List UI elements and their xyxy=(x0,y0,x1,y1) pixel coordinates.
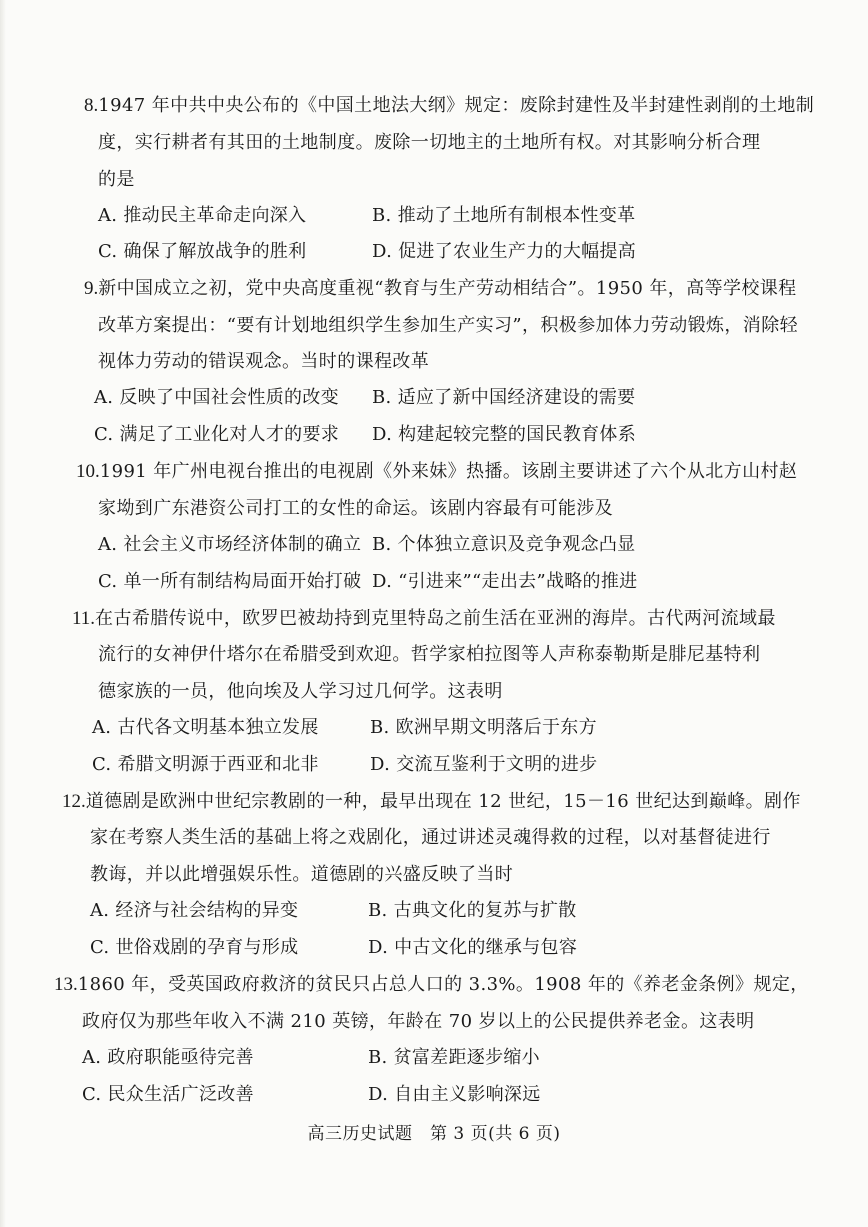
q12-option-c: C. 世俗戏剧的孕育与形成 xyxy=(90,937,299,958)
q9-number: 9. xyxy=(84,278,99,299)
q13-option-d: D. 自由主义影响深远 xyxy=(368,1084,541,1105)
q12-stem-3: 教诲，并以此增强娱乐性。道德剧的兴盛反映了当时 xyxy=(90,864,514,885)
q9-stem-1: 新中国成立之初，党中央高度重视“教育与生产劳动相结合”。1950 年，高等学校课程 xyxy=(98,278,797,299)
page-footer: 高三历史试题 第 3 页(共 6 页) xyxy=(307,1124,561,1144)
q10-option-d: D. “引进来”“走出去”战略的推进 xyxy=(372,571,638,592)
q11-number: 11. xyxy=(72,608,96,629)
q12-option-d: D. 中古文化的继承与包容 xyxy=(368,937,578,958)
q8-stem-1: 1947 年中共中央公布的《中国土地法大纲》规定：废除封建性及半封建性剥削的土地制 xyxy=(98,95,815,116)
q8-number: 8. xyxy=(84,95,99,116)
q10-option-b: B. 个体独立意识及竞争观念凸显 xyxy=(372,534,636,555)
q9-stem-2: 改革方案提出：“要有计划地组织学生参加生产实习”，积极参加体力劳动锻炼，消除轻 xyxy=(98,315,799,336)
q11-line-1 xyxy=(72,607,776,631)
q13-stem-2: 政府仅为那些年收入不满 210 英镑，年龄在 70 岁以上的公民提供养老金。这表明 xyxy=(82,1011,755,1032)
q9-option-a: A. 反映了中国社会性质的改变 xyxy=(94,387,339,408)
q11-option-a: A. 古代各文明基本独立发展 xyxy=(92,717,319,738)
scan-edge xyxy=(0,0,6,1227)
q12-option-b: B. 古典文化的复苏与扩散 xyxy=(368,900,577,921)
q8-option-d: D. 促进了农业生产力的大幅提高 xyxy=(372,241,637,262)
q11-option-c: C. 希腊文明源于西亚和北非 xyxy=(92,754,319,775)
q11-option-b: B. 欧洲早期文明落后于东方 xyxy=(370,717,597,738)
q10-option-c: C. 单一所有制结构局面开始打破 xyxy=(98,571,362,592)
q10-option-a: A. 社会主义市场经济体制的确立 xyxy=(98,534,362,555)
q9-option-d: D. 构建起较完整的国民教育体系 xyxy=(372,424,637,445)
q8-option-b: B. 推动了土地所有制根本性变革 xyxy=(372,205,636,226)
q9-option-c: C. 满足了工业化对人才的要求 xyxy=(94,424,340,445)
q13-line-1 xyxy=(54,973,809,997)
q11-stem-1: 在古希腊传说中，欧罗巴被劫持到克里特岛之前生活在亚洲的海岸。古代两河流域最 xyxy=(95,608,776,629)
q10-stem-2: 家坳到广东港资公司打工的女性的命运。该剧内容最有可能涉及 xyxy=(98,498,614,519)
q9-stem-3: 视体力劳动的错误观念。当时的课程改革 xyxy=(98,351,430,372)
q13-option-b: B. 贫富差距逐步缩小 xyxy=(368,1047,540,1068)
q10-stem-1: 1991 年广州电视台推出的电视剧《外来妹》热播。该剧主要讲述了六个从北方山村赵 xyxy=(99,461,798,482)
q11-stem-2: 流行的女神伊什塔尔在希腊受到欢迎。哲学家柏拉图等人声称泰勒斯是腓尼基特利 xyxy=(98,644,761,665)
q13-number: 13. xyxy=(54,974,78,995)
q12-number: 12. xyxy=(62,791,86,812)
q8-stem-3: 的是 xyxy=(98,169,135,190)
q12-line-1 xyxy=(62,790,801,814)
q12-option-a: A. 经济与社会结构的异变 xyxy=(90,900,299,921)
q12-stem-1: 道德剧是欧洲中世纪宗教剧的一种，最早出现在 12 世纪，15－16 世纪达到巅峰。剧作 xyxy=(85,791,801,812)
q8-option-a: A. 推动民主革命走向深入 xyxy=(98,205,307,226)
q10-line-1 xyxy=(76,460,797,484)
q13-stem-1: 1860 年，受英国政府救济的贫民只占总人口的 3.3%。1908 年的《养老金条例》规定， xyxy=(77,974,809,995)
q9-option-b: B. 适应了新中国经济建设的需要 xyxy=(372,387,636,408)
q10-number: 10. xyxy=(76,461,100,482)
q11-stem-3: 德家族的一员，他向埃及人学习过几何学。这表明 xyxy=(98,681,503,702)
q11-option-d: D. 交流互鉴利于文明的进步 xyxy=(370,754,598,775)
q12-stem-2: 家在考察人类生活的基础上将之戏剧化，通过讲述灵魂得救的过程，以对基督徒进行 xyxy=(90,827,771,848)
q8-option-c: C. 确保了解放战争的胜利 xyxy=(98,241,307,262)
q13-option-c: C. 民众生活广泛改善 xyxy=(82,1084,254,1105)
q8-line-1 xyxy=(84,94,814,118)
q13-option-a: A. 政府职能亟待完善 xyxy=(82,1047,254,1068)
q9-line-1 xyxy=(84,277,797,301)
q8-stem-2: 度，实行耕者有其田的土地制度。废除一切地主的土地所有权。对其影响分析合理 xyxy=(98,132,761,153)
